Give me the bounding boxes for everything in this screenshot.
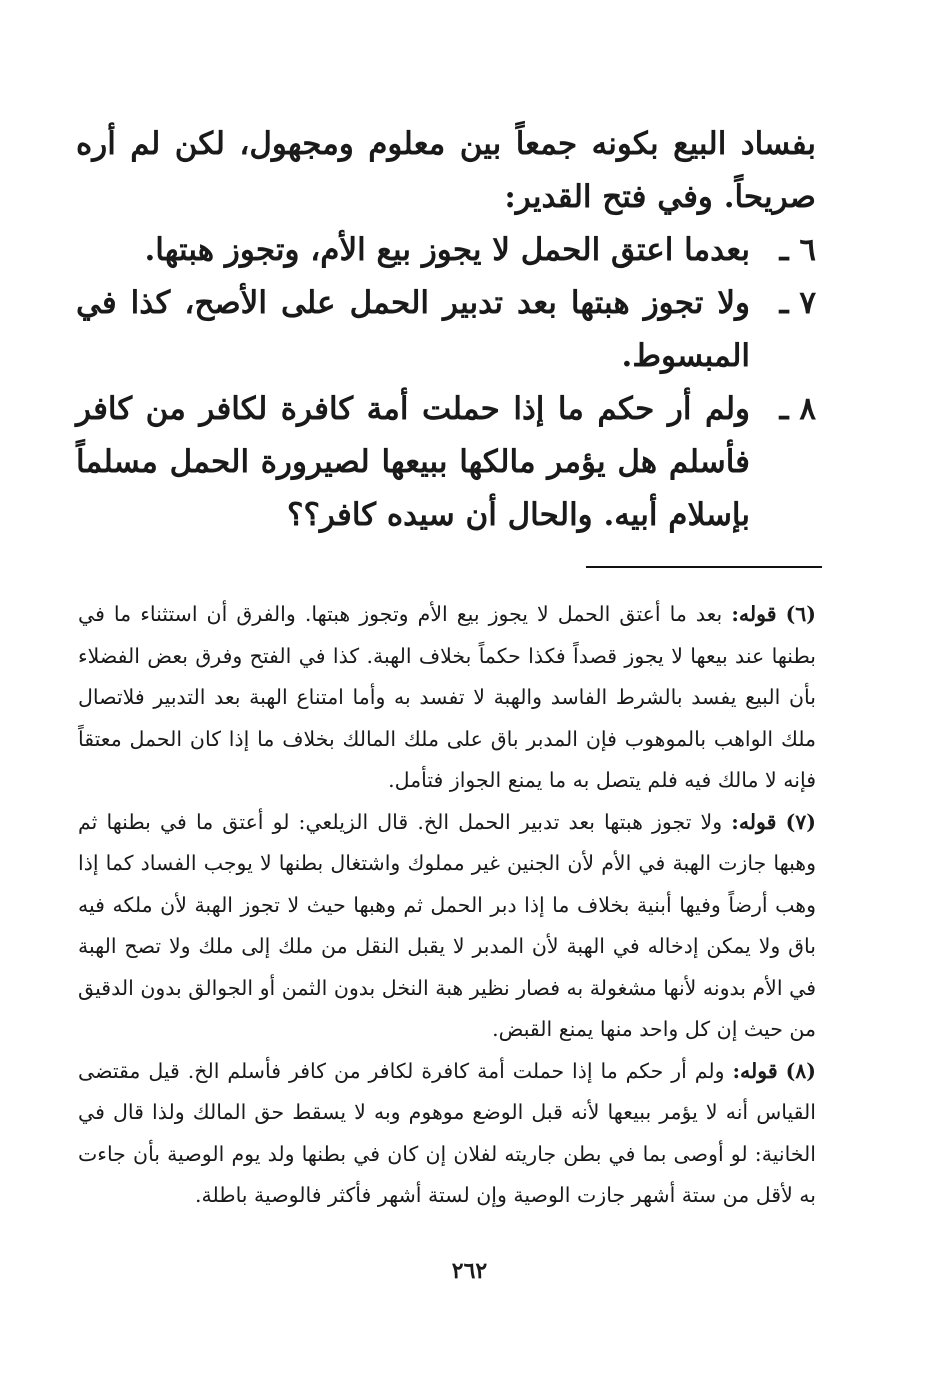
footnote-number: (٦) — [785, 602, 816, 626]
item-text: ولم أر حكم ما إذا حملت أمة كافرة لكافر من كافر فأسلم هل يؤمر مالكها ببيعها لصيرورة الحمل مسلماً بإسلام أبيه. والحال أن سيده كافر؟؟ — [76, 391, 750, 533]
item-text: بعدما اعتق الحمل لا يجوز بيع الأم، وتجوز هبتها. — [144, 232, 750, 268]
footnote-7 — [78, 802, 816, 1051]
footnote-label: قوله: — [732, 1058, 778, 1083]
footnote-separator — [586, 566, 822, 568]
footnote-8 — [78, 1051, 816, 1217]
item-text: ولا تجوز هبتها بعد تدبير الحمل على الأصح، كذا في المبسوط. — [76, 285, 750, 374]
footnote-text: بعد ما أعتق الحمل لا يجوز بيع الأم وتجوز هبتها. والفرق أن استثناء ما في بطنها عند بيعها لا يجوز قصداً فكذا حكماً بخلاف الهبة. كذا في الفتح وفرق بعض الفضلاء بأن البيع يفسد بالشرط الفاسد والهبة لا تفسد به وأما امتناع الهبة بعد التدبير فلاتصال ملك الواهب بالموهوب فإن المدبر باق على ملك المالك بخلاف ما إذا كان الحمل معتقاً فإنه لا مالك فيه فلم يتصل به ما يمنع الجواز فتأمل. — [78, 602, 816, 792]
main-text — [76, 118, 816, 542]
footnote-label: قوله: — [731, 602, 777, 626]
page-number: ٢٦٢ — [451, 1258, 488, 1284]
footnotes — [78, 594, 816, 1217]
footnote-text: ولم أر حكم ما إذا حملت أمة كافرة لكافر من كافر فأسلم الخ. قيل مقتضى القياس أنه لا يؤمر ببيعها لأنه قبل الوضع موهوم وبه لا يسقط حق المالك ولذا قال في الخانية: لو أوصى بما في بطن جاريته لفلان إن كان في بطنها ولد يوم الوصية بأن جاءت به لأقل من ستة أشهر جازت الوصية وإن لستة أشهر فأكثر فالوصية باطلة. — [78, 1058, 816, 1207]
item-number: ٦ ـ — [779, 232, 816, 268]
item-number: ٧ ـ — [779, 285, 816, 321]
footnote-6 — [78, 594, 816, 802]
intro-paragraph: بفساد البيع بكونه جمعاً بين معلوم ومجهول، لكن لم أره صريحاً. وفي فتح القدير: — [76, 126, 816, 215]
item-7 — [76, 277, 816, 383]
footnote-text: ولا تجوز هبتها بعد تدبير الحمل الخ. قال الزيلعي: لو أعتق ما في بطنها ثم وهبها جازت الهبة في الأم لأن الجنين غير مملوك واشتغال بطنها لا يوجب الفساد كما إذا وهب أرضاً وفيها أبنية بخلاف ما إذا دبر الحمل ثم وهبها حيث لا تجوز الهبة لأن ملكه فيه باق ولا يمكن إدخاله في الهبة لأن المدبر لا يقبل النقل من ملك إلى ملك ولا تصح الهبة في الأم بدونه لأنها مشغولة به فصار نظير هبة النخل بدون الثمن أو الجوالق بدون الدقيق من حيث إن كل واحد منها يمنع القبض. — [78, 809, 816, 1041]
footnote-label: قوله: — [731, 809, 777, 834]
item-8 — [76, 383, 816, 542]
footnote-number: (٨) — [785, 1058, 816, 1083]
footnote-number: (٧) — [785, 809, 816, 834]
item-6 — [76, 224, 816, 277]
item-number: ٨ ـ — [779, 391, 816, 427]
